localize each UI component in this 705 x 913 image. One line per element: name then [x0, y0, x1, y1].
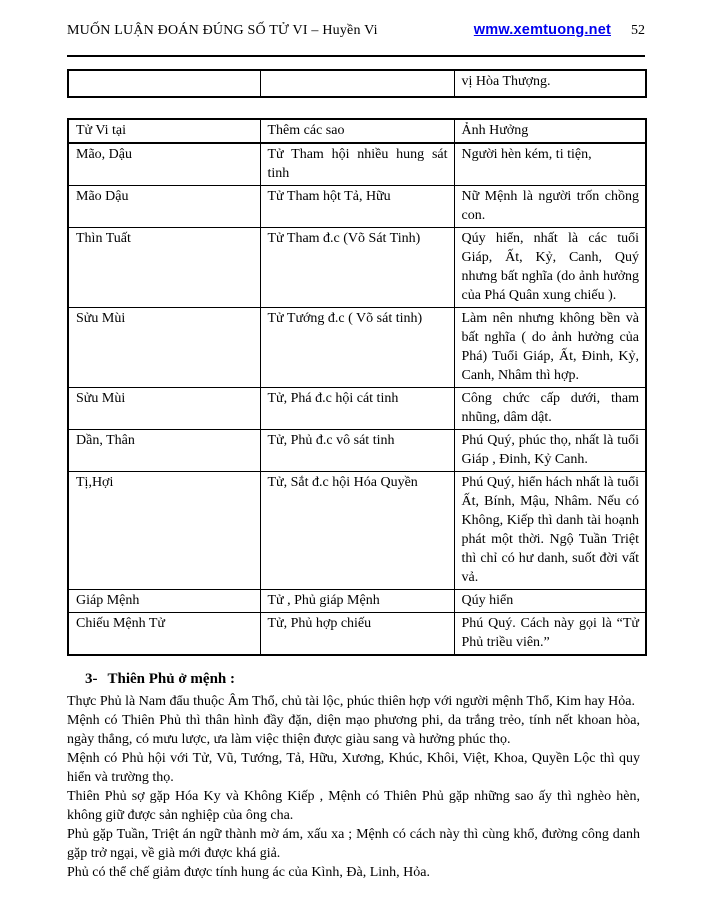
- table-row: [68, 590, 646, 613]
- table-cell: Phú Quý, phúc thọ, nhất là tuổi Giáp , Đinh, Kỷ Canh.: [454, 430, 646, 472]
- page-header: [67, 20, 645, 41]
- column-header: Tử Vi tại: [68, 119, 260, 143]
- body-paragraph: Mệnh có Thiên Phủ thì thân hình đầy đặn, diện mạo phương phi, da trắng trẻo, tính nết khoan hòa, ngày thẳng, có mưu lược, ưa làm việc thiện được giàu sang và hưởng phúc thọ.: [67, 713, 640, 747]
- body-paragraph: Phủ có thể chế giảm được tính hung ác của Kình, Đà, Linh, Hỏa.: [67, 865, 430, 880]
- table-cell: Tử Tham đ.c (Võ Sát Tinh): [260, 228, 454, 308]
- table-cell: [260, 70, 454, 97]
- table-cell: Làm nên nhưng không bền và bất nghĩa ( do ảnh hưởng của Phá) Tuổi Giáp, Ất, Đinh, Kỷ, Canh, Nhâm thì hợp.: [454, 308, 646, 388]
- body-paragraphs: [67, 692, 640, 882]
- site-link[interactable]: wmw.xemtuong.net: [473, 22, 611, 38]
- table-cell: Tị,Hợi: [68, 472, 260, 590]
- table-cell: Qúy hiển, nhất là các tuổi Giáp, Ất, Kỷ, Canh, Quý nhưng bất nghĩa (do ảnh hưởng của Phá Quân xung chiếu ).: [454, 228, 646, 308]
- table-cell: Nữ Mệnh là người trốn chồng con.: [454, 186, 646, 228]
- table-cell: Dần, Thân: [68, 430, 260, 472]
- table-row: [68, 70, 646, 97]
- table-cell: Phú Quý. Cách này gọi là “Tử Phủ triều viên.”: [454, 613, 646, 656]
- table-cell: Thìn Tuất: [68, 228, 260, 308]
- table-cell: Mão Dậu: [68, 186, 260, 228]
- table-row: [68, 472, 646, 590]
- table-row: [68, 388, 646, 430]
- page-number: 52: [631, 23, 645, 38]
- table-cell: Công chức cấp dưới, tham nhũng, dâm dật.: [454, 388, 646, 430]
- heading-number: 3-: [85, 671, 98, 687]
- header-right: [474, 20, 645, 41]
- section-heading: [85, 669, 645, 689]
- table-header-row: [68, 119, 646, 143]
- table-cell: vị Hòa Thượng.: [454, 70, 646, 97]
- table-row: [68, 613, 646, 656]
- header-rule: [67, 55, 645, 57]
- running-title: MUỐN LUẬN ĐOÁN ĐÚNG SỐ TỬ VI – Huyền Vi: [67, 23, 378, 38]
- table-row: [68, 430, 646, 472]
- fragment-table: [67, 69, 647, 98]
- body-paragraph: Thiên Phủ sợ gặp Hóa Ky và Không Kiếp , Mệnh có Thiên Phủ gặp những sao ấy thì nghèo hèn, không giữ được sản nghiệp của ông cha.: [67, 789, 640, 823]
- table-cell: Tử, Phủ đ.c vô sát tinh: [260, 430, 454, 472]
- astrology-table-body: [68, 143, 646, 655]
- table-cell: Mão, Dậu: [68, 143, 260, 186]
- column-header: Ảnh Hưởng: [454, 119, 646, 143]
- body-paragraph: Thực Phủ là Nam đẩu thuộc Âm Thổ, chủ tài lộc, phúc thiên hợp với người mệnh Thổ, Kim hay Hỏa.: [67, 694, 635, 709]
- heading-text: Thiên Phủ ở mệnh :: [107, 671, 235, 687]
- table-cell: Qúy hiển: [454, 590, 646, 613]
- astrology-table: [67, 118, 647, 656]
- table-cell: Phú Quý, hiển hách nhất là tuổi Ất, Bính, Mậu, Nhâm. Nếu có Không, Kiếp thì danh tài hoạnh phát một thời. Ngộ Tuần Triệt thì chỉ có hư danh, suốt đời vất vả.: [454, 472, 646, 590]
- table-cell: Tử Tham hội nhiều hung sát tinh: [260, 143, 454, 186]
- table-cell: Tử Tham hột Tả, Hữu: [260, 186, 454, 228]
- table-cell: Tử, Phủ hợp chiếu: [260, 613, 454, 656]
- table-cell: Tử Tướng đ.c ( Võ sát tinh): [260, 308, 454, 388]
- table-row: [68, 186, 646, 228]
- body-paragraph: Phủ gặp Tuần, Triệt án ngữ thành mờ ám, xấu xa ; Mệnh có cách này thì cùng khổ, đường công danh gặp trở ngại, về già mới được khá giả.: [67, 827, 640, 861]
- table-cell: Chiếu Mệnh Tử: [68, 613, 260, 656]
- table-cell: [68, 70, 260, 97]
- table-row: [68, 143, 646, 186]
- table-cell: Sửu Mùi: [68, 308, 260, 388]
- table-cell: Sửu Mùi: [68, 388, 260, 430]
- table-row: [68, 228, 646, 308]
- table-cell: Tử , Phủ giáp Mệnh: [260, 590, 454, 613]
- table-cell: Tử, Phá đ.c hội cát tinh: [260, 388, 454, 430]
- column-header: Thêm các sao: [260, 119, 454, 143]
- table-cell: Người hèn kém, ti tiện,: [454, 143, 646, 186]
- table-row: [68, 308, 646, 388]
- table-cell: Tử, Sắt đ.c hội Hóa Quyền: [260, 472, 454, 590]
- body-paragraph: Mệnh có Phủ hội với Tử, Vũ, Tướng, Tả, Hữu, Xương, Khúc, Khôi, Việt, Khoa, Quyền Lộc thì quy hiển và trường thọ.: [67, 751, 640, 785]
- table-cell: Giáp Mệnh: [68, 590, 260, 613]
